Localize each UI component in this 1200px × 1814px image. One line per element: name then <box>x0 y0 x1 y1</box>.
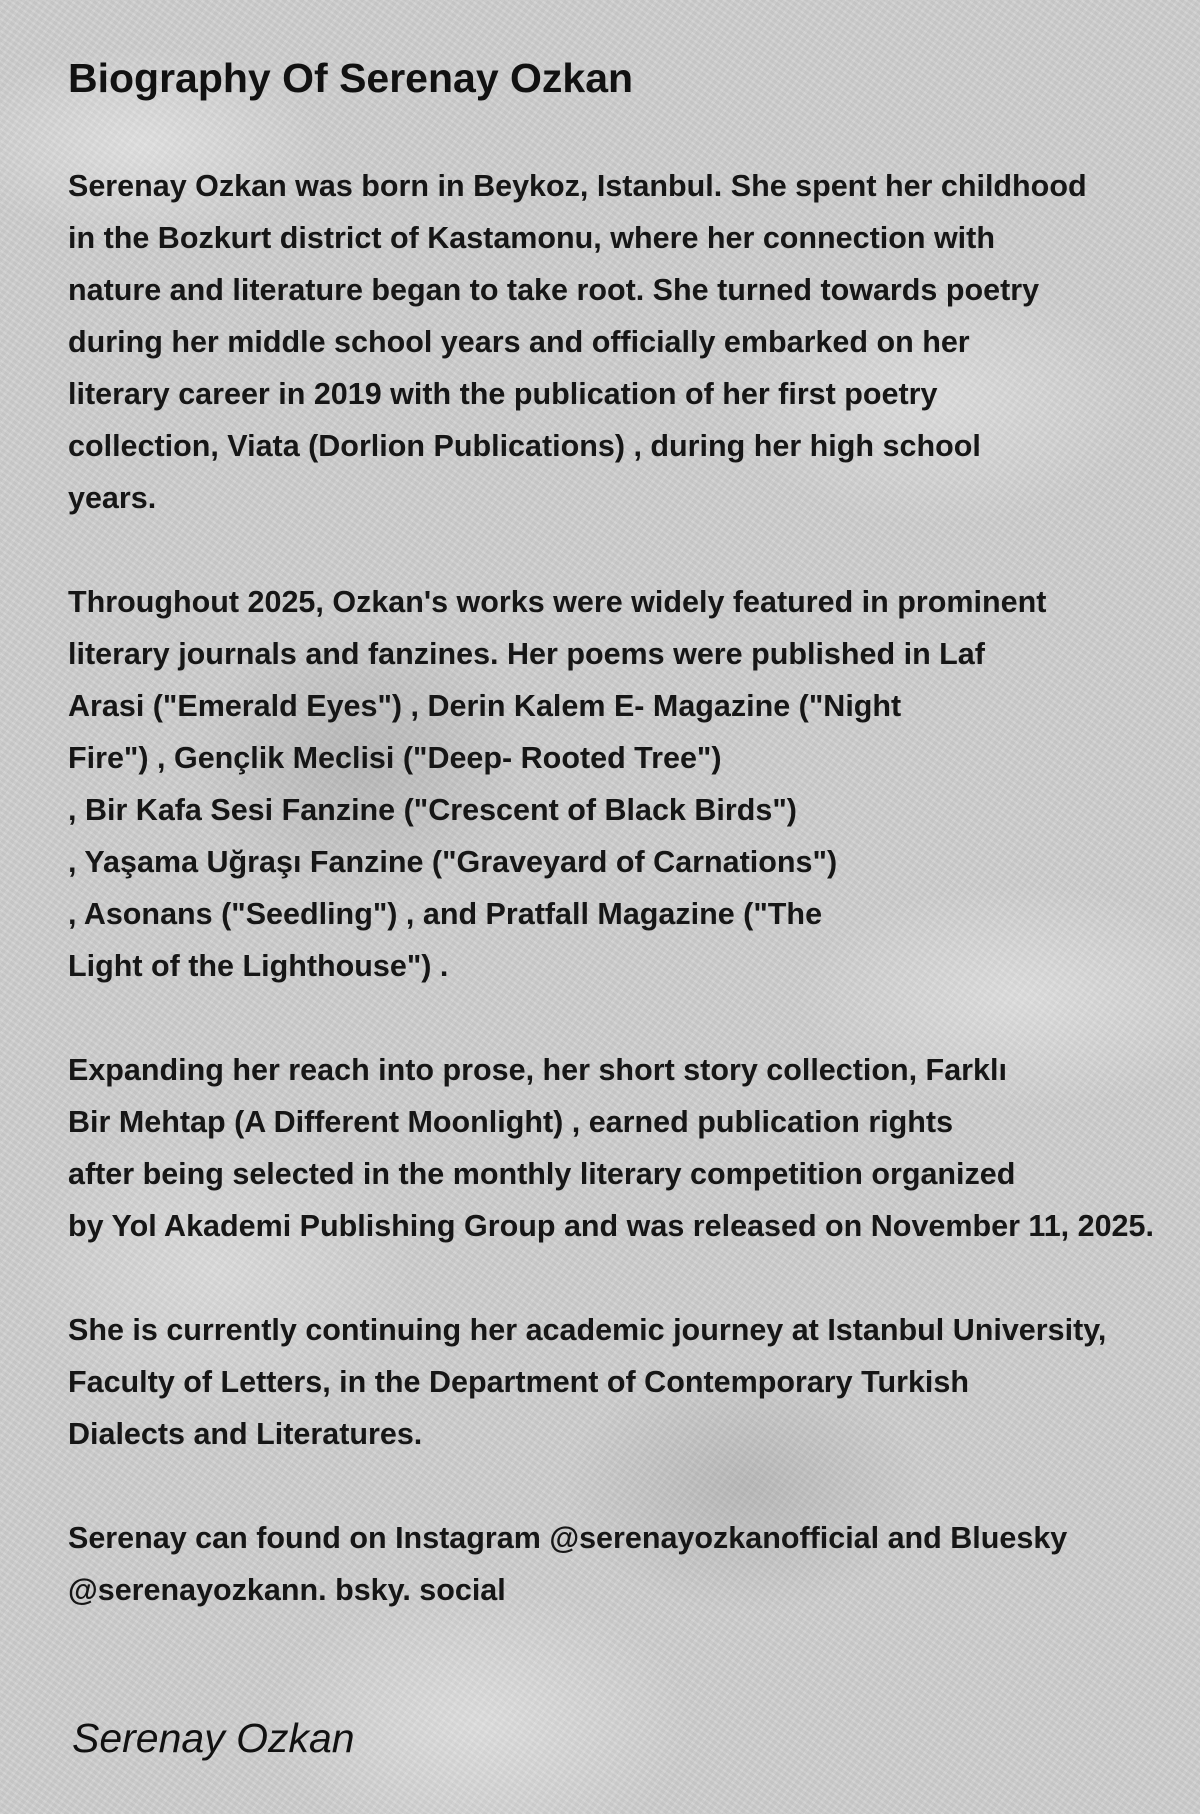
text-line: Throughout 2025, Ozkan's works were widely featured in prominent <box>68 585 1047 619</box>
text-line: years. <box>68 481 157 515</box>
text-line: , Asonans ("Seedling") , and Pratfall Magazine ("The <box>68 897 823 931</box>
text-line: collection, Viata (Dorlion Publications) , during her high school <box>68 429 981 463</box>
text-line: @serenayozkann. bsky. social <box>68 1573 506 1607</box>
text-line: Faculty of Letters, in the Department of Contemporary Turkish <box>68 1365 970 1399</box>
text-line: literary career in 2019 with the publication of her first poetry <box>68 377 938 411</box>
text-line: She is currently continuing her academic journey at Istanbul University, <box>68 1313 1107 1347</box>
text-line: Serenay can found on Instagram @serenayozkanofficial and Bluesky <box>68 1521 1068 1555</box>
paragraph-birth <box>68 160 1200 524</box>
paragraph-gap <box>68 1460 1200 1512</box>
paragraph-academic <box>68 1304 1200 1460</box>
text-line: in the Bozkurt district of Kastamonu, where her connection with <box>68 221 995 255</box>
text-line: Light of the Lighthouse") . <box>68 949 449 983</box>
paragraph-gap <box>68 524 1200 576</box>
text-line: during her middle school years and officially embarked on her <box>68 325 970 359</box>
text-line: , Yaşama Uğraşı Fanzine ("Graveyard of Carnations") <box>68 845 838 879</box>
paragraph-social <box>68 1512 1200 1616</box>
text-line: by Yol Akademi Publishing Group and was released on November 11, 2025. <box>68 1209 1154 1243</box>
text-line: after being selected in the monthly literary competition organized <box>68 1157 1016 1191</box>
page-title: Biography Of Serenay Ozkan <box>68 55 634 101</box>
text-line: , Bir Kafa Sesi Fanzine ("Crescent of Black Birds") <box>68 793 797 827</box>
text-line: Bir Mehtap (A Different Moonlight) , earned publication rights <box>68 1105 954 1139</box>
paragraph-gap <box>68 1252 1200 1304</box>
paragraph-prose <box>68 1044 1200 1252</box>
paragraph-publications <box>68 576 1200 992</box>
text-line: Fire") , Gençlik Meclisi ("Deep- Rooted Tree") <box>68 741 722 775</box>
biography-text <box>68 160 1200 1616</box>
text-line: literary journals and fanzines. Her poems were published in Laf <box>68 637 985 671</box>
text-line: Expanding her reach into prose, her short story collection, Farklı <box>68 1053 1007 1087</box>
paragraph-gap <box>68 992 1200 1044</box>
text-line: Arasi ("Emerald Eyes") , Derin Kalem E- Magazine ("Night <box>68 689 902 723</box>
text-line: nature and literature began to take root. She turned towards poetry <box>68 273 1040 307</box>
text-line: Dialects and Literatures. <box>68 1417 423 1451</box>
author-signature: Serenay Ozkan <box>72 1715 355 1761</box>
text-line: Serenay Ozkan was born in Beykoz, Istanbul. She spent her childhood <box>68 169 1087 203</box>
biography-content <box>68 48 1200 1616</box>
